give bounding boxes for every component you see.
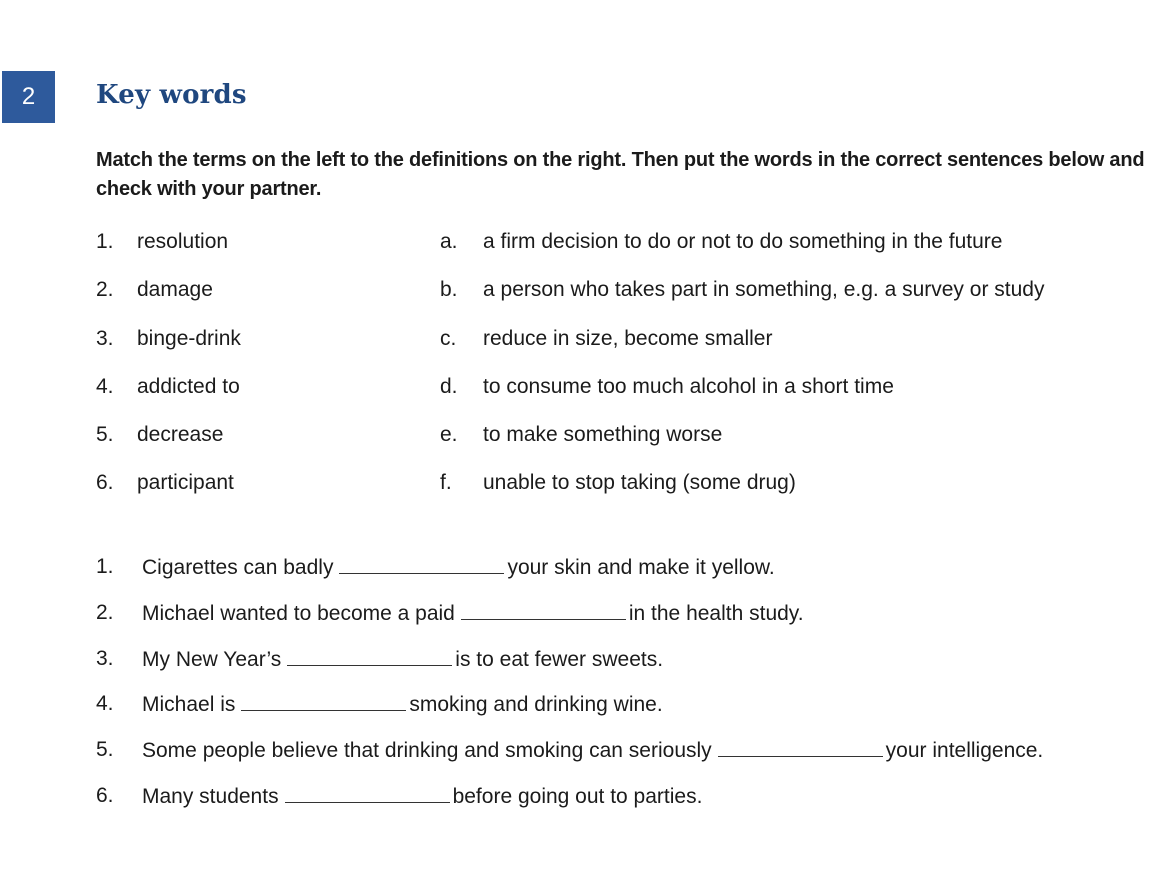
sentence-before: Many students [142, 784, 279, 808]
sentence-body [142, 784, 702, 809]
term-word: resolution [137, 230, 229, 253]
gap-fill-list [96, 555, 1156, 830]
sentence-row [96, 601, 1156, 647]
sentence-body [142, 555, 775, 580]
term-word: addicted to [137, 374, 240, 398]
section-number-badge [2, 71, 55, 123]
sentence-number: 4. [96, 692, 114, 716]
sentence-number: 1. [96, 555, 114, 578]
sentence-after: your skin and make it yellow. [507, 556, 775, 579]
definition-text: reduce in size, become smaller [483, 326, 773, 350]
sentence-body [142, 601, 804, 626]
sentence-body [142, 647, 663, 672]
definition-text: to consume too much alcohol in a short time [483, 374, 894, 398]
term-number: 4. [96, 374, 114, 398]
answer-blank[interactable] [287, 647, 452, 666]
definition-letter: d. [440, 374, 458, 398]
sentence-body [142, 738, 1043, 763]
answer-blank[interactable] [241, 692, 406, 711]
sentence-row [96, 555, 1156, 601]
term-word: damage [137, 278, 213, 302]
definition-text: unable to stop taking (some drug) [483, 471, 796, 495]
definition-letter: b. [440, 278, 458, 302]
match-row [96, 278, 1136, 326]
sentence-row [96, 692, 1156, 738]
instructions: Match the terms on the left to the definitions on the right. Then put the words in the correct sentences below and check with your partner. [96, 149, 1145, 200]
term-word: binge-drink [137, 326, 241, 350]
sentence-before: Michael wanted to become a paid [142, 601, 455, 625]
match-row [96, 327, 1136, 375]
term-number: 5. [96, 423, 114, 447]
answer-blank[interactable] [718, 738, 883, 757]
sentence-row [96, 738, 1156, 784]
term-number: 6. [96, 471, 114, 495]
sentence-number: 6. [96, 783, 114, 807]
match-row [96, 375, 1136, 423]
answer-blank[interactable] [461, 601, 626, 620]
term-number: 2. [96, 278, 114, 302]
definition-letter: e. [440, 423, 458, 447]
sentence-before: Cigarettes can badly [142, 556, 334, 579]
sentence-row [96, 784, 1156, 830]
sentence-before: Michael is [142, 693, 236, 717]
match-row [96, 423, 1136, 471]
definition-letter: a. [440, 230, 458, 253]
term-word: participant [137, 471, 234, 495]
sentence-number: 2. [96, 600, 114, 624]
sentence-after: in the health study. [628, 601, 804, 625]
sentence-before: Some people believe that drinking and smoking can seriously [142, 739, 712, 763]
term-word: decrease [137, 423, 224, 447]
answer-blank[interactable] [285, 784, 450, 803]
definition-text: a firm decision to do or not to do something in the future [483, 230, 1003, 253]
definition-letter: f. [440, 471, 452, 495]
sentence-after: smoking and drinking wine. [409, 693, 663, 717]
sentence-row [96, 647, 1156, 693]
sentence-number: 5. [96, 738, 114, 762]
section-number: 2 [21, 83, 36, 110]
definition-text: to make something worse [483, 423, 723, 447]
definition-letter: c. [440, 326, 457, 350]
match-row [96, 471, 1136, 519]
section-title: Key words [96, 80, 247, 110]
sentence-after: before going out to parties. [452, 784, 703, 808]
sentence-after: is to eat fewer sweets. [455, 647, 664, 671]
sentence-body [142, 692, 663, 717]
term-number: 3. [96, 326, 114, 350]
sentence-before: My New Year’s [142, 647, 282, 671]
definition-text: a person who takes part in something, e.g. a survey or study [483, 278, 1045, 302]
answer-blank[interactable] [339, 555, 504, 574]
term-number: 1. [96, 230, 114, 253]
sentence-number: 3. [96, 646, 114, 670]
match-row [96, 230, 1136, 278]
matching-list [96, 230, 1136, 520]
sentence-after: your intelligence. [885, 739, 1044, 763]
